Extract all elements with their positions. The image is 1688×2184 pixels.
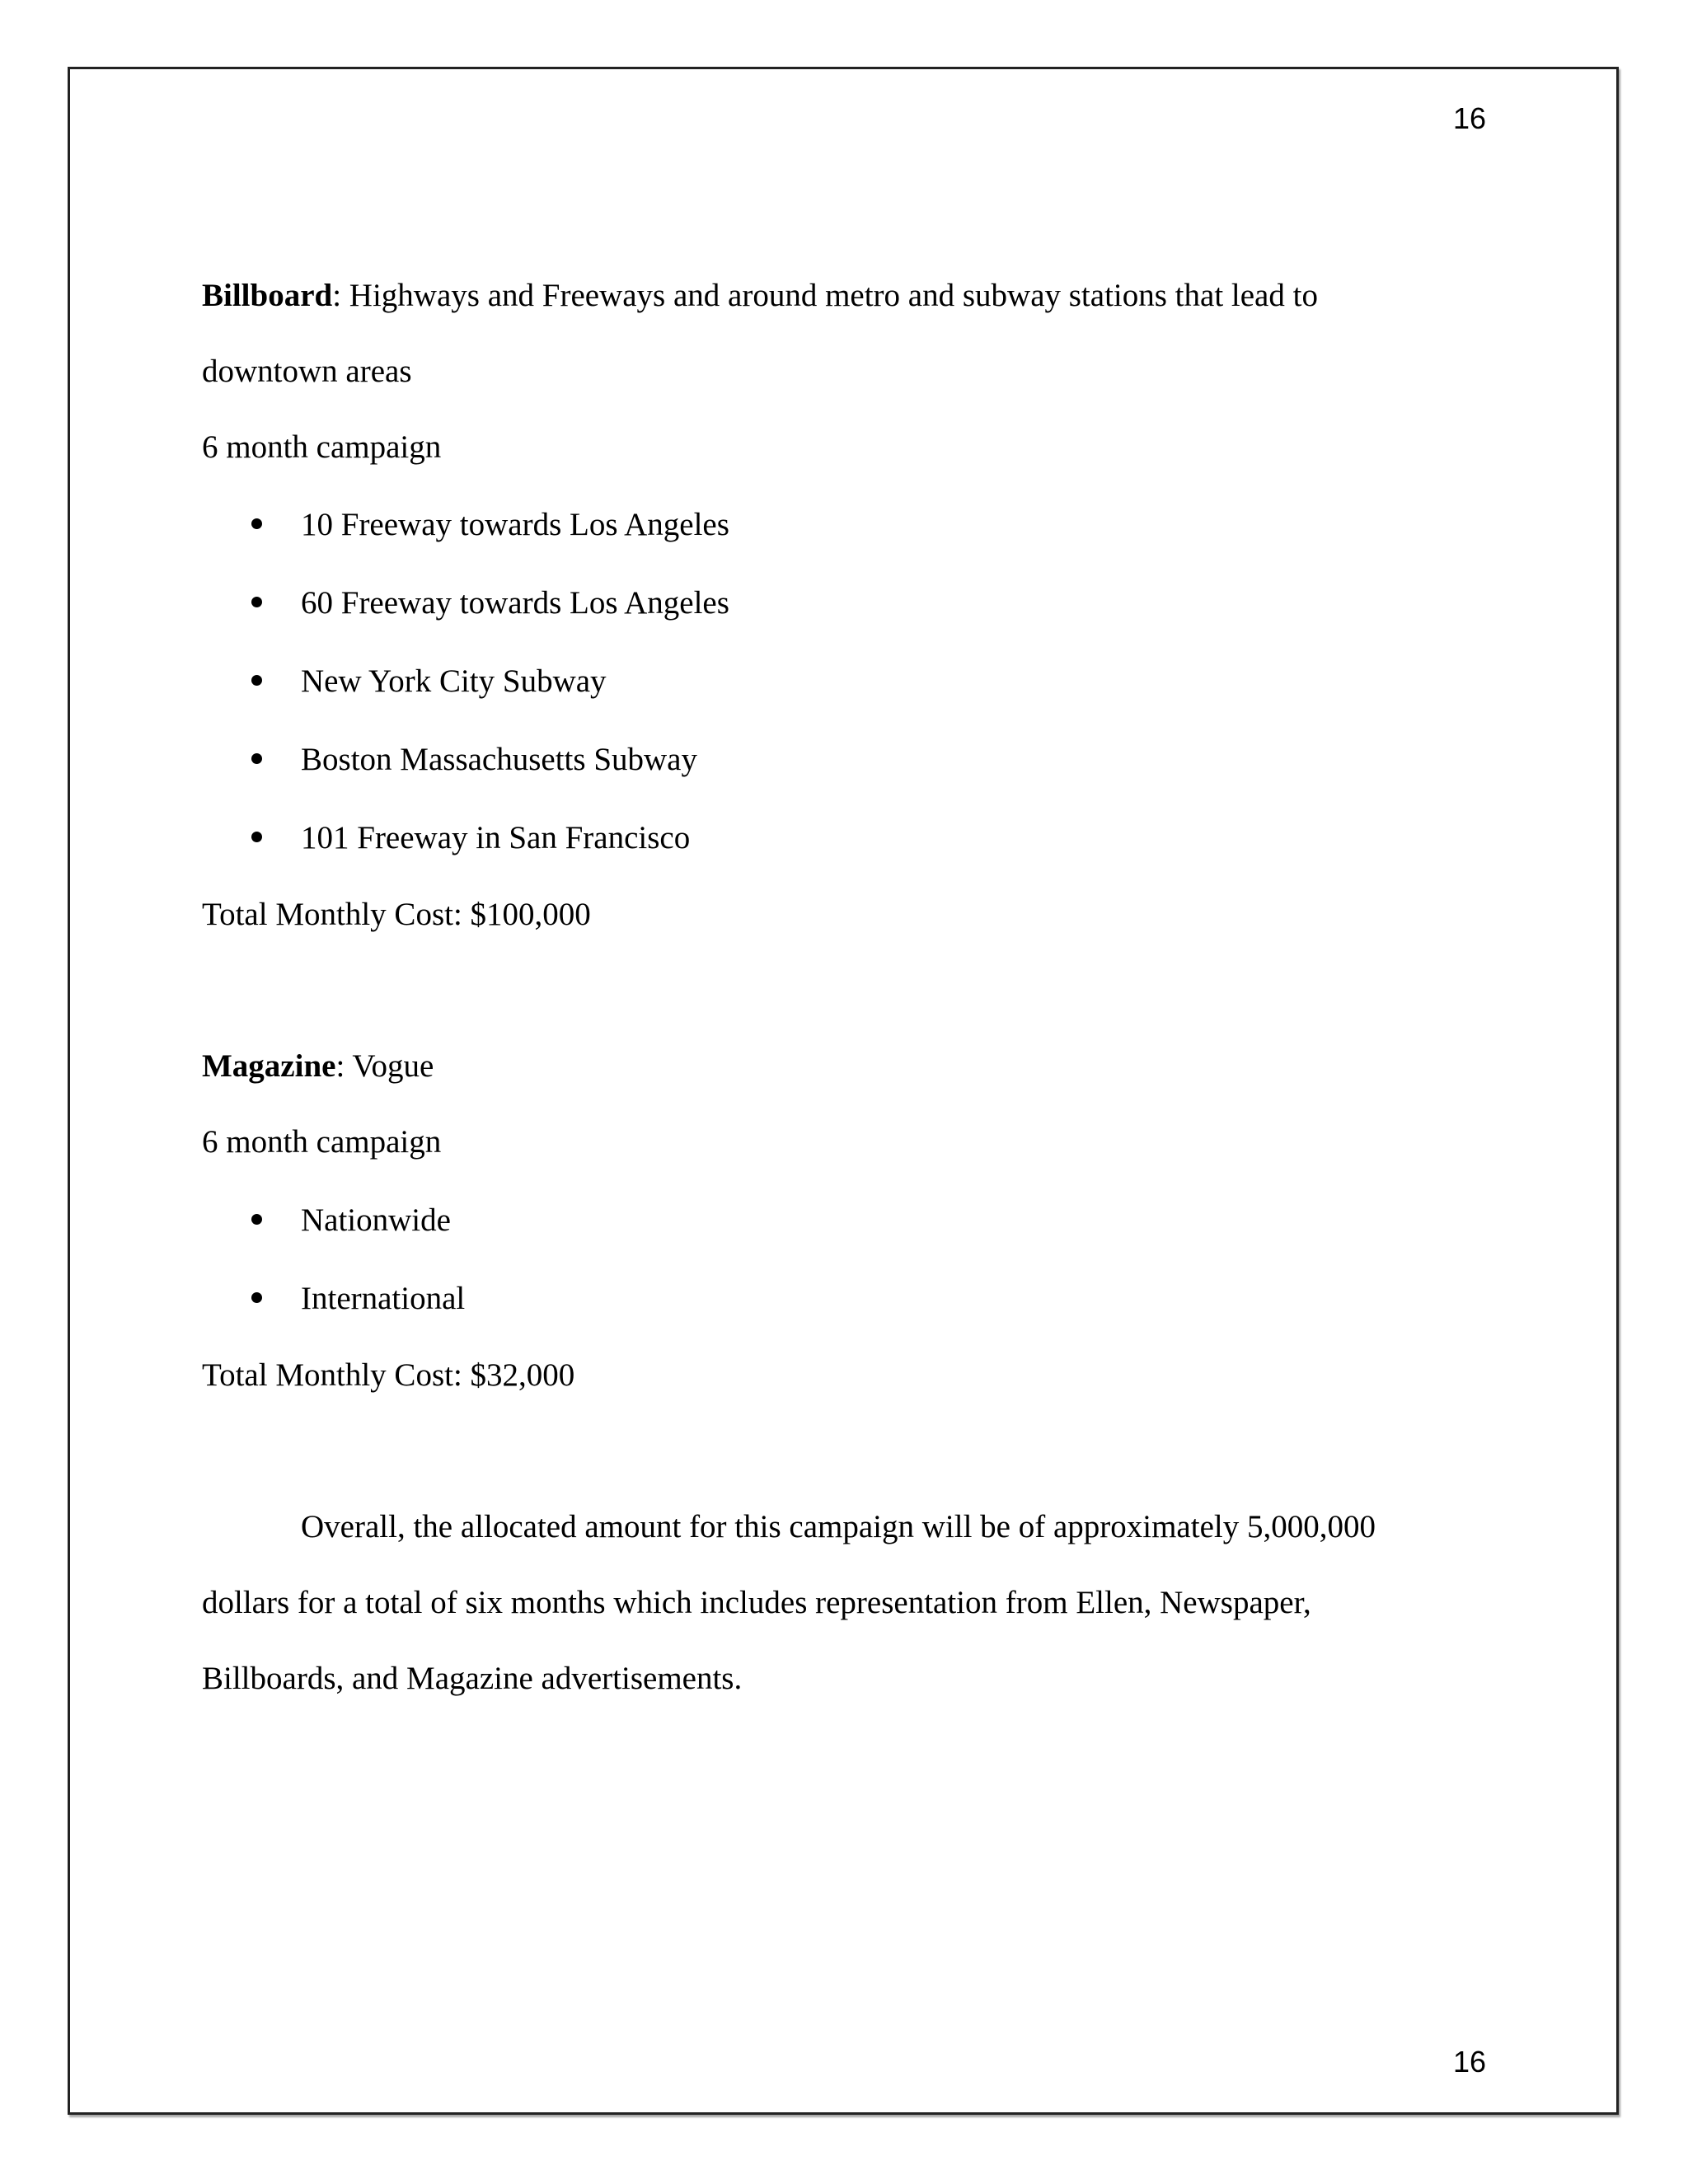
bullet-icon (251, 753, 262, 764)
summary-paragraph-line3: Billboards, and Magazine advertisements. (202, 1661, 743, 1696)
billboard-campaign: 6 month campaign (202, 429, 442, 465)
magazine-total-cost: Total Monthly Cost: $32,000 (202, 1357, 575, 1393)
bullet-icon (251, 518, 262, 529)
magazine-campaign: 6 month campaign (202, 1124, 442, 1160)
bullet-icon (251, 675, 262, 686)
bullet-icon (251, 1292, 262, 1303)
bullet-icon (251, 1214, 262, 1225)
magazine-heading: Magazine (202, 1048, 336, 1084)
billboard-description-continued: downtown areas (202, 354, 412, 389)
page-number-top: 16 (1452, 101, 1486, 135)
billboard-heading-line (202, 279, 1318, 312)
bullet-icon (251, 597, 262, 607)
billboard-description: : Highways and Freeways and around metro and subway stations that lead to (332, 278, 1318, 313)
bullet-icon (251, 832, 262, 842)
page-number-bottom: 16 (1452, 2045, 1486, 2079)
summary-paragraph-line2: dollars for a total of six months which includes representation from Ellen, Newspaper, (202, 1585, 1311, 1620)
document-page: 16 Billboard: Highways and Freeways and around metro and subway stations that lead to downtown areas 6 month campaign 10 Freeway towards Los Angeles 60 Freeway towards Los Angeles New York City Subway Boston Massachusetts Subway 101 Freeway in San Francisco Total Monthly Cost: $100,000 Magazine: Vogue 6 month campaign Nationwide International Total Monthly Cost: $32,000 Overall, the allocated amount for this campaign will be of approximately 5,000,000 dollars for a total of six months which includes representation from Ellen, Newspaper, Billboards, and Magazine advertisements. 16 (68, 67, 1619, 2115)
billboard-total-cost: Total Monthly Cost: $100,000 (202, 897, 591, 932)
magazine-heading-line (202, 1050, 434, 1082)
summary-paragraph-line1: Overall, the allocated amount for this campaign will be of approximately 5,000,000 (301, 1509, 1376, 1544)
magazine-description: : Vogue (335, 1048, 434, 1084)
billboard-heading: Billboard (202, 278, 333, 313)
